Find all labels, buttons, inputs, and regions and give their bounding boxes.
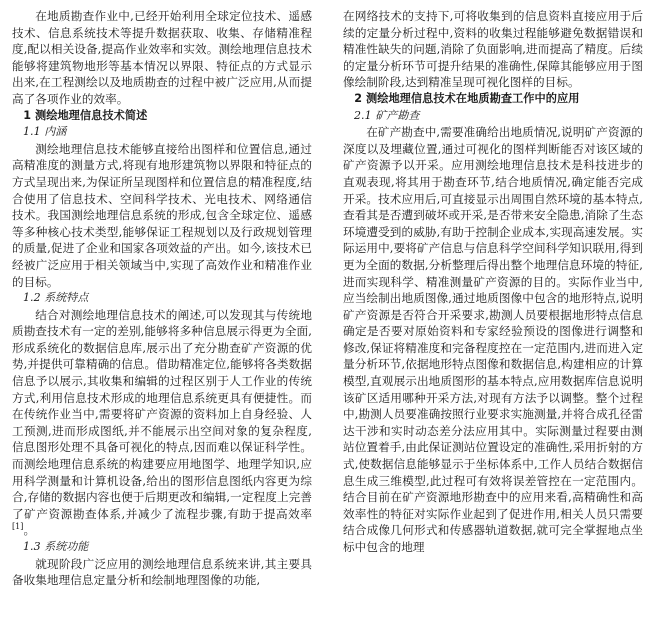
subsection-2-1-heading: 2.1 矿产勘查 <box>354 108 420 122</box>
subsection-1-3-heading: 1.3 系统功能 <box>23 540 89 553</box>
subsection-1-1-heading: 1.1 内涵 <box>23 125 67 139</box>
subsection-1-3-body: 就现阶段广泛应用的测绘地理信息系统来讲,其主要具备收集地理信息定量分析和绘制地理图像的功能, <box>12 556 312 588</box>
continued-paragraph: 在网络技术的支持下,可将收集到的信息资料直接应用于后续的定量分析过程中,资料的收集过程能够避免数据错误和精准性缺失的问题,消除了负面影响,进而提高了精度。后续的定量分析环节可提升结果的准确性,保障其能够应用于图像绘制阶段,达到精准呈现可视化图样的目标。 <box>343 9 643 90</box>
section-1-heading: 1 测绘地理信息技术简述 <box>23 108 148 122</box>
subsection-1-1-body: 测绘地理信息技术能够直接给出图样和位置信息,通过高精准度的测量方式,将现有地形建筑物以界限和特征点的方式呈现出来,为保证所呈现图样和位置信息的精准程度,结合使用了信息技术、空间科学技术、光电技术、网络通信技术。我国测绘地理信息系统的形成,包含全球定位、遥感等多种核心技术类型,能够保证工程规划以及行政规划管理的质量,促进了企业和国家各项效益的产出。如今,该技术已经被广泛应用于相关领域当中,实现了高效作业和精准作业的目标。 <box>12 141 312 289</box>
citation-1: [1] <box>12 522 24 532</box>
subsection-1-2-end: 。 <box>23 523 36 538</box>
subsection-1-2-heading: 1.2 系统特点 <box>23 291 89 305</box>
intro-paragraph: 在地质勘查作业中,已经开始利用全球定位技术、遥感技术、信息系统技术等提升数据获取、收集、存储精准程度,配以相关设备,提高作业效率和实效。测绘地理信息技术能够将建筑物地形等基本情况以界限、特征点的方式显示出来,在工程测绘以及地质勘查的过程中被广泛应用,从而提高了各项作业的效率。 <box>12 9 312 106</box>
subsection-1-2-body <box>12 307 312 539</box>
right-column <box>343 8 643 556</box>
subsection-1-2-text: 结合对测绘地理信息技术的阐述,可以发现其与传统地质勘查技术有一定的差别,能够将多种信息展示得更为全面,形成系统化的数据信息库,展示出了充分勘查矿产资源的优势,并提供可靠精确的信息。借助精准定位,能够将各类数据信息予以展示,其收集和编辑的过程区别于人工作业的传统方式,利用信息技术形成的地理信息系统更具有便捷性。而在传统作业当中,需要将矿产资源的资料加上自身经验、人工预测,进而形成图纸,并不能展示出空间对象的复杂程度,信息图形处理不具备可视化的特点,因而难以保证科学性。而测绘地理信息系统的构建要应用地图学、地理学知识,应用科学测量和计算机设备,给出的图形信息图纸内容更为综合,存储的数据内容也便于后期更改和编辑,一定程度上完善了矿产资源勘查体系,并减少了流程步骤,有助于提高效率 <box>12 307 312 521</box>
left-column <box>12 8 312 589</box>
subsection-2-1-body: 在矿产勘查中,需要准确给出地质情况,说明矿产资源的深度以及埋藏位置,通过可视化的图样判断能否对该区域的矿产资源予以开采。应用测绘地理信息技术是科技进步的直观表现,将其用于勘查环节,结合地质情况,确定能否完成开采。技术应用后,可直接显示出周围自然环境的基本特点,查看其是否遭到破坏或开采,是否带来安全隐患,消除了生态环境遭受到的威胁,有助于控制企业成本,实现高速发展。实际运用中,要将矿产信息与信息科学空间科学知识联用,得到更为全面的数据,分析整理后得出整个地理信息环境的特征,进而实现科学、精准测量矿产资源的目的。实际作业当中,应当绘制出地质图像,通过地质图像中包含的地形特点,说明矿产资源是否符合开采要求,勘测人员要根据地形特点信息确定是否要对原始资料和专家经验预设的图像进行调整和修改,保证将精准度和完备程度控在一定范围内,进而进入定量分析环节,依据地形特点图像和数据信息,构建相应的计算模型,直观展示出地质图形的基本特点,应用数据库信息说明该矿区适用哪种开采方法,对现有方法予以调整。整个过程中,勘测人员要准确按照行业要求实施测量,并将合成孔径雷达干涉和实时动态差分法应用其中。实际测量过程要由测站位置着手,由此保证测站位置设定的准确性,采用折射的方式,使数据信息能够显示于坐标体系中,工作人员结合数据信息生成三维模型,此过程可有效将误差管控在一定范围内。结合目前在矿产资源地形勘查中的应用来看,高精确性和高效率性的特征对实际作业起到了促进作用,相关人员只需要结合成像几何形式和传感器轨道数据,就可完全掌握地点坐标中包含的地理 <box>343 125 643 554</box>
section-2-heading: 2 测绘地理信息技术在地质勘查工作中的应用 <box>354 91 580 105</box>
